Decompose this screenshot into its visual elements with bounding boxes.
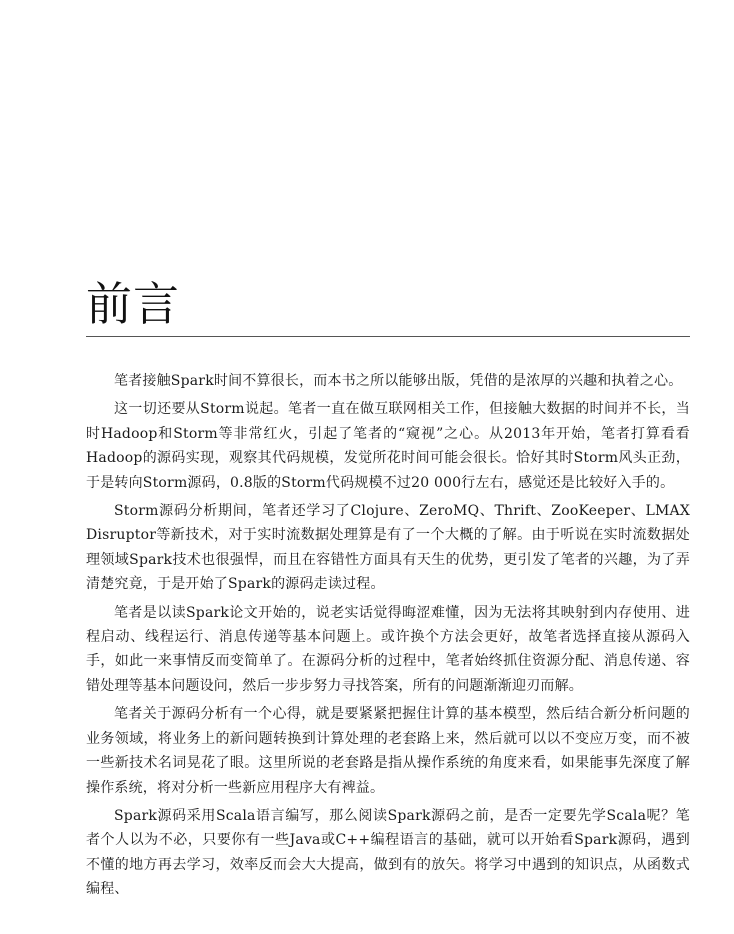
preface-body bbox=[86, 369, 690, 906]
chapter-title: 前言 bbox=[86, 277, 180, 331]
paragraph-3: Storm源码分析期间，笔者还学习了Clojure、ZeroMQ、Thrift、ZooKeeper、LMAX Disruptor等新技术，对于实时流数据处理算是有了一个大概的了解。由于听说在实时流数据处理领域Spark技术也很强悍，而且在容错性方面具有天生的优势，更引发了笔者的兴趣，为了弄清楚究竟，于是开始了Spark的源码走读过程。 bbox=[86, 503, 690, 593]
paragraph-5: 笔者关于源码分析有一个心得，就是要紧紧把握住计算的基本模型，然后结合新分析问题的业务领域，将业务上的新问题转换到计算处理的老套路上来，然后就可以以不变应万变，而不被一些新技术名词晃花了眼。这里所说的老套路是指从操作系统的角度来看，如果能事先深度了解操作系统，将对分析一些新应用程序大有裨益。 bbox=[86, 706, 690, 796]
title-divider bbox=[86, 336, 690, 337]
paragraph-6: Spark源码采用Scala语言编写，那么阅读Spark源码之前，是否一定要先学Scala呢？笔者个人以为不必，只要你有一些Java或C++编程语言的基础，就可以开始看Spark源码，遇到不懂的地方再去学习，效率反而会大大提高，做到有的放矢。将学习中遇到的知识点，从函数式编程、 bbox=[86, 807, 690, 898]
paragraph-4: 笔者是以读Spark论文开始的，说老实话觉得晦涩难懂，因为无法将其映射到内存使用、进程启动、线程运行、消息传递等基本问题上。或许换个方法会更好，故笔者选择直接从源码入手，如此一来事情反而变简单了。在源码分析的过程中，笔者始终抓住资源分配、消息传递、容错处理等基本问题设问，然后一步步努力寻找答案，所有的问题渐渐迎刃而解。 bbox=[86, 604, 690, 694]
paragraph-1: 笔者接触Spark时间不算很长，而本书之所以能够出版，凭借的是浓厚的兴趣和执着之心。 bbox=[114, 373, 683, 389]
paragraph-2: 这一切还要从Storm说起。笔者一直在做互联网相关工作，但接触大数据的时间并不长，当时Hadoop和Storm等非常红火，引起了笔者的“窥视”之心。从2013年开始，笔者打算看看Hadoop的源码实现，观察其代码规模，发觉所花时间可能会很长。恰好其时Storm风头正劲，于是转向Storm源码，0.8版的Storm代码规模不过20 000行左右，感觉还是比较好入手的。 bbox=[86, 401, 690, 491]
